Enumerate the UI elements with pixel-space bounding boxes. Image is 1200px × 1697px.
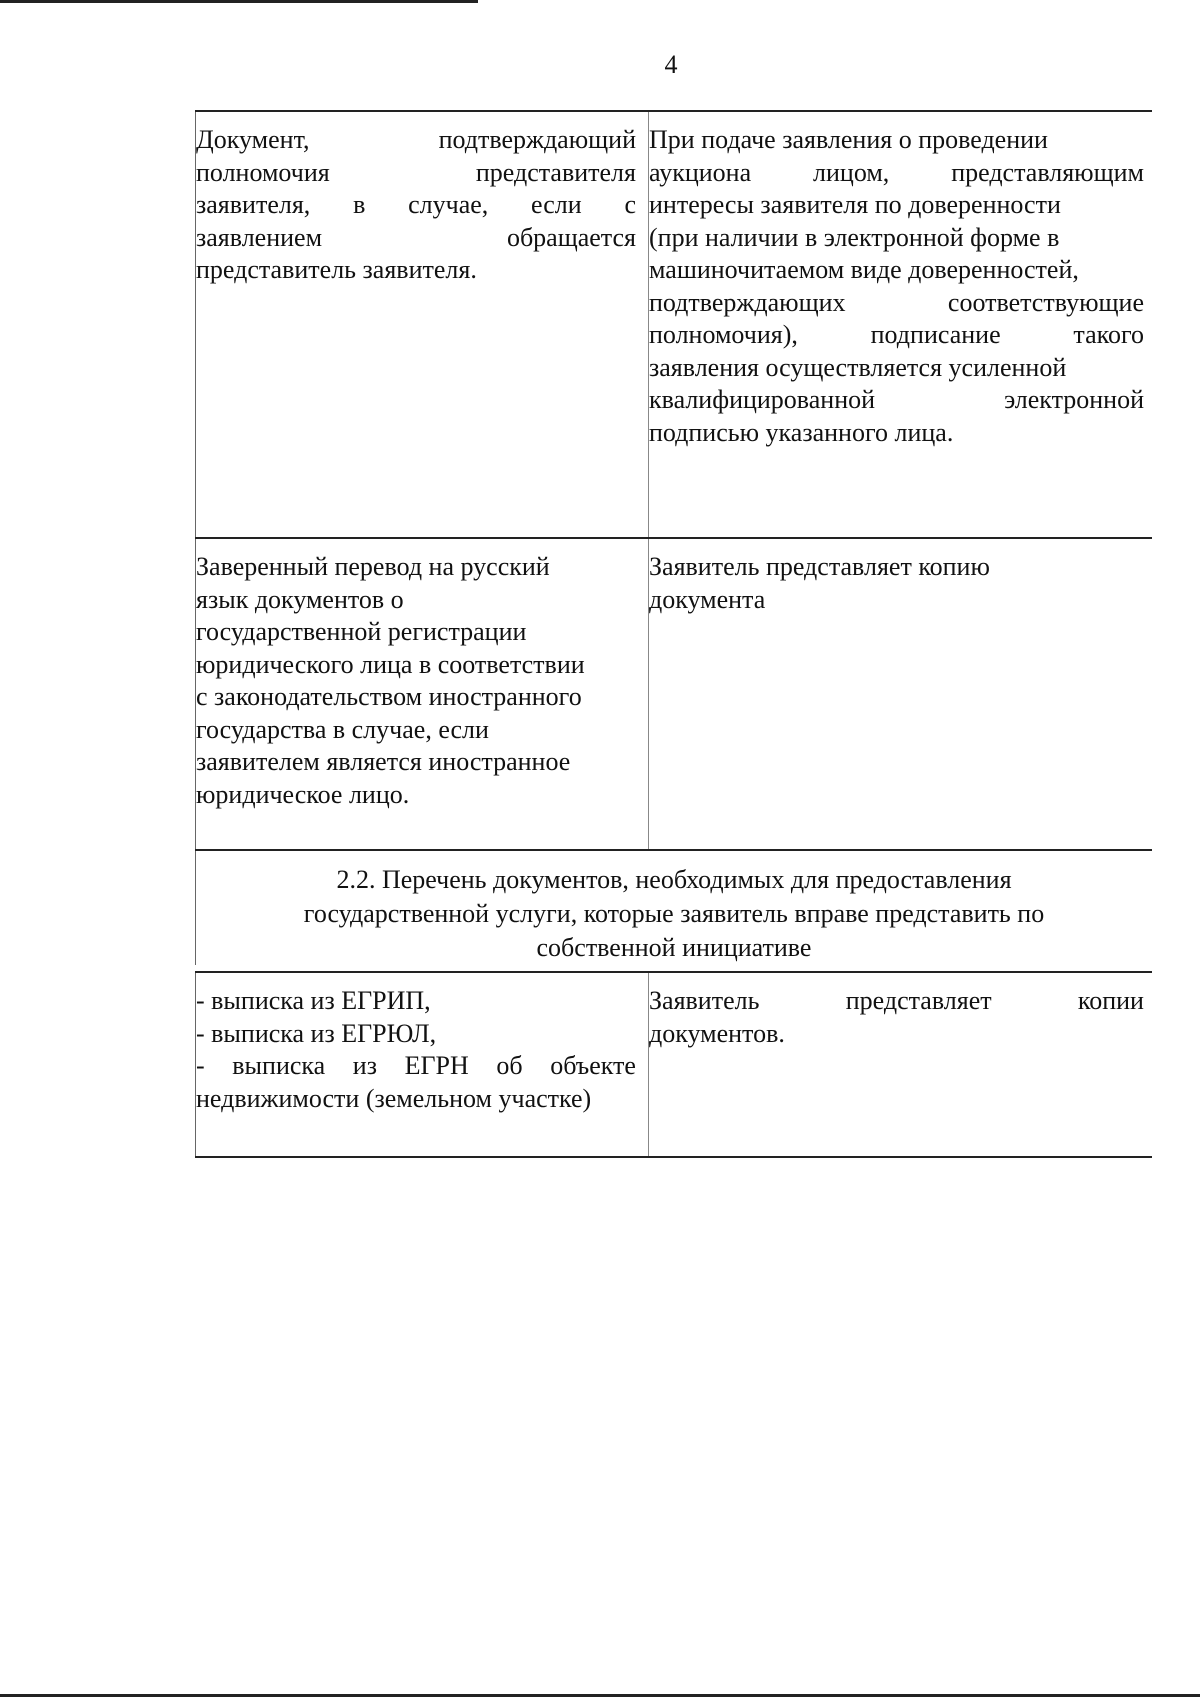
text-line [196,681,636,714]
cell-text [196,124,636,287]
scan-edge-top [0,0,478,3]
word: полномочия [196,157,330,187]
text-line [196,157,636,190]
text-line [649,157,1144,190]
cell-text [196,551,636,811]
cell-text [649,985,1144,1050]
cell-text [649,124,1144,449]
word: При подаче заявления о проведении [649,125,1048,154]
word: подтверждающий [438,125,636,154]
table-row [195,537,1152,849]
word: представитель заявителя. [196,255,477,284]
text-line [196,1083,636,1116]
word: заявления осуществляется усиленной [649,352,1067,382]
word: подписание [870,320,1001,349]
table-cell-left [195,112,642,537]
page-number: 4 [664,50,678,79]
text-line [196,1050,636,1083]
text-line [196,222,636,255]
word: - [196,1051,205,1080]
word: представляет [845,986,992,1015]
word: заявителя, [196,190,311,219]
word: (при наличии в электронной форме в [649,222,1060,252]
text-line [649,287,1144,320]
word: подписью указанного лица. [649,417,954,447]
word: электронной [1004,385,1144,414]
word: выписка [232,1051,326,1080]
section-heading [195,851,1152,965]
text-line [196,189,636,222]
text-line [649,352,1144,385]
word: заявителем является иностранное [196,747,571,776]
word: документов. [649,1018,785,1048]
table-cell-right [648,112,1152,537]
text-line [649,417,1144,450]
word: объекте [550,1051,636,1080]
word: язык документов о [196,584,404,614]
word: машиночитаемом виде доверенностей, [649,255,1079,284]
text-line [649,254,1144,287]
text-line [196,714,636,747]
word: копии [1077,986,1144,1015]
table-cell-right [648,973,1152,1156]
word: соответствующие [947,287,1144,317]
section-heading-line: собственной инициативе [536,933,812,962]
text-line [649,1018,1144,1051]
text-line [649,584,1144,617]
word: государственной регистрации [196,617,527,646]
document-table [195,110,1152,1158]
text-line [196,551,636,584]
word: ЕГРН [404,1051,469,1080]
word: Документ, [196,125,310,154]
text-line [649,222,1144,255]
table-row [195,971,1152,1158]
section-heading-line: 2.2. Перечень документов, необходимых для предоставления [336,865,1012,894]
word: Заявитель [649,986,760,1015]
word: лицом, [813,157,890,187]
word: - выписка из ЕГРЮЛ, [196,1018,437,1048]
word: если [531,190,582,219]
word: случае, [408,190,489,219]
word: интересы заявителя по доверенности [649,190,1061,219]
word: - выписка из ЕГРИП, [196,986,431,1015]
word: заявлением [196,222,323,252]
word: государства в случае, если [196,714,489,744]
table-cell-left [195,539,642,849]
table-cell-left [195,973,642,1156]
word: обращается [506,222,636,252]
text-line [649,551,1144,584]
text-line [649,319,1144,352]
word: представителя [475,157,636,187]
word: об [496,1051,523,1080]
word: в [353,190,366,219]
word: юридического лица в соответствии [196,649,585,679]
text-line [196,616,636,649]
word: Заявитель представляет копию [649,552,990,581]
word: с законодательством иностранного [196,682,582,711]
text-line [196,649,636,682]
word: документа [649,584,766,614]
text-line [649,985,1144,1018]
section-heading-line: государственной услуги, которые заявитель вправе представить по [303,899,1045,928]
text-line [196,124,636,157]
word: юридическое лицо. [196,779,410,809]
word: Заверенный перевод на русский [196,552,550,581]
word: такого [1073,320,1144,349]
text-line [196,985,636,1018]
text-line [649,384,1144,417]
word: представляющим [951,157,1144,187]
table-cell-right [648,539,1152,849]
section-heading-row [195,849,1152,971]
cell-text [196,985,636,1115]
word: недвижимости (земельном участке) [196,1083,592,1113]
text-line [196,779,636,812]
text-line [196,1018,636,1051]
text-line [196,584,636,617]
text-line [196,254,636,287]
word: квалифицированной [649,385,876,414]
text-line [649,189,1144,222]
word: полномочия), [649,320,798,349]
text-line [649,124,1144,157]
word: аукциона [649,157,752,187]
word: подтверждающих [649,287,846,317]
word: с [624,190,636,219]
table-row [195,110,1152,537]
cell-text [649,551,1144,616]
word: из [352,1051,377,1080]
text-line [196,746,636,779]
